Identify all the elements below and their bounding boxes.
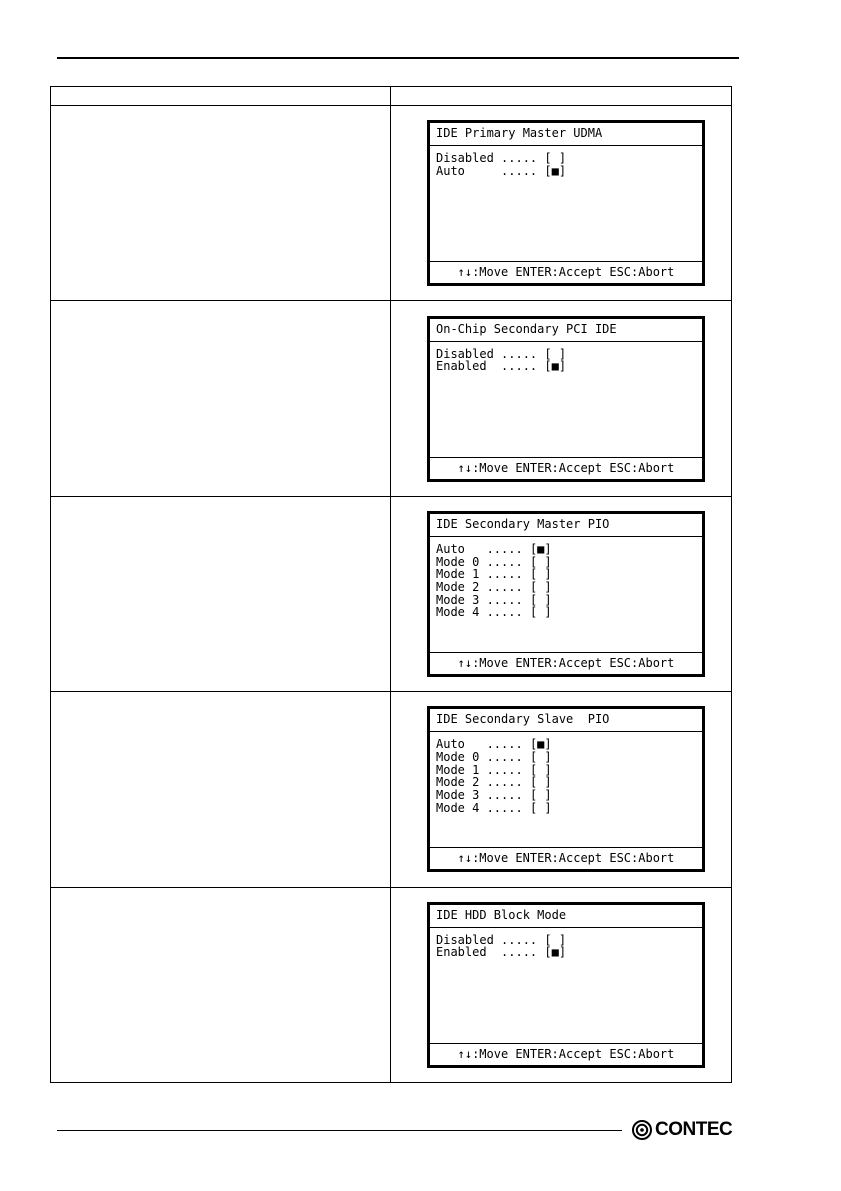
setting-description: [51, 106, 391, 301]
table-row: [51, 496, 732, 691]
dialog-option[interactable]: [436, 946, 566, 959]
table-header-row: [51, 87, 732, 106]
setting-description: [51, 887, 391, 1082]
dialog-option[interactable]: [436, 581, 552, 594]
bios-settings-table: [50, 86, 732, 1083]
option-label: Auto .....: [436, 737, 523, 752]
dialog-help-text: ↑↓:Move ENTER:Accept ESC:Abort: [457, 655, 675, 670]
dialog-help-separator: [430, 457, 702, 458]
option-label: Mode 0 .....: [436, 750, 523, 765]
dialog-option[interactable]: [436, 606, 552, 619]
setting-screen-cell: [391, 106, 732, 301]
option-label: Mode 1 .....: [436, 567, 523, 582]
column-header-screen: [391, 87, 732, 106]
setting-description: [51, 496, 391, 691]
dialog-help-text: ↑↓:Move ENTER:Accept ESC:Abort: [457, 1046, 675, 1061]
option-checkbox[interactable]: [■]: [529, 541, 552, 556]
setting-screen-cell: [391, 692, 732, 887]
option-checkbox[interactable]: [ ]: [544, 151, 567, 166]
table-row: [51, 887, 732, 1082]
dialog-option-list: [436, 152, 566, 177]
option-checkbox[interactable]: [■]: [544, 359, 567, 374]
option-checkbox[interactable]: [ ]: [529, 554, 552, 569]
option-checkbox[interactable]: [ ]: [529, 750, 552, 765]
option-checkbox[interactable]: [■]: [529, 737, 552, 752]
option-checkbox[interactable]: [■]: [544, 945, 567, 960]
option-label: Mode 3 .....: [436, 788, 523, 803]
dialog-option-list: [436, 934, 566, 959]
dialog-title: On-Chip Secondary PCI IDE: [436, 321, 617, 336]
dialog-option[interactable]: [436, 802, 552, 815]
option-checkbox[interactable]: [ ]: [529, 762, 552, 777]
option-label: Disabled .....: [436, 932, 538, 947]
option-label: Enabled .....: [436, 359, 538, 374]
dialog-help-text: ↑↓:Move ENTER:Accept ESC:Abort: [457, 265, 675, 280]
option-label: Mode 4 .....: [436, 605, 523, 620]
option-checkbox[interactable]: [■]: [544, 163, 567, 178]
setting-description: [51, 301, 391, 496]
option-label: Mode 3 .....: [436, 592, 523, 607]
setting-screen-cell: [391, 887, 732, 1082]
dialog-title-separator: [430, 145, 702, 146]
dialog-title-separator: [430, 927, 702, 928]
dialog-option[interactable]: [436, 789, 552, 802]
option-checkbox[interactable]: [ ]: [544, 346, 567, 361]
dialog-help-text: ↑↓:Move ENTER:Accept ESC:Abort: [457, 460, 675, 475]
dialog-help-separator: [430, 1043, 702, 1044]
dialog-title-separator: [430, 731, 702, 732]
contec-logo-icon: [632, 1120, 652, 1140]
dialog-title-separator: [430, 341, 702, 342]
option-label: Mode 4 .....: [436, 800, 523, 815]
option-label: Mode 2 .....: [436, 775, 523, 790]
option-label: Auto .....: [436, 163, 538, 178]
contec-logo-text: CONTEC: [655, 1119, 733, 1140]
dialog-help-separator: [430, 652, 702, 653]
dialog-option-list: [436, 348, 566, 373]
dialog-option[interactable]: [436, 543, 552, 556]
contec-logo: [632, 1118, 732, 1142]
table-row: [51, 692, 732, 887]
dialog-option[interactable]: [436, 751, 552, 764]
bios-option-dialog: [427, 120, 705, 286]
option-label: Mode 2 .....: [436, 580, 523, 595]
dialog-option[interactable]: [436, 165, 566, 178]
setting-screen-cell: [391, 496, 732, 691]
dialog-help-separator: [430, 847, 702, 848]
option-checkbox[interactable]: [ ]: [529, 567, 552, 582]
bios-option-dialog: [427, 706, 705, 872]
bios-option-dialog: [427, 511, 705, 677]
dialog-option-list: [436, 738, 552, 814]
option-label: Auto .....: [436, 541, 523, 556]
dialog-title-separator: [430, 536, 702, 537]
dialog-title: IDE Secondary Master PIO: [436, 516, 610, 531]
header-rule: [57, 57, 739, 59]
option-checkbox[interactable]: [ ]: [529, 788, 552, 803]
column-header-description: [51, 87, 391, 106]
dialog-help-text: ↑↓:Move ENTER:Accept ESC:Abort: [457, 851, 675, 866]
option-checkbox[interactable]: [ ]: [529, 592, 552, 607]
option-checkbox[interactable]: [ ]: [529, 775, 552, 790]
option-label: Enabled .....: [436, 945, 538, 960]
dialog-option-list: [436, 543, 552, 619]
option-checkbox[interactable]: [ ]: [529, 580, 552, 595]
bios-option-dialog: [427, 902, 705, 1068]
option-checkbox[interactable]: [ ]: [529, 605, 552, 620]
table-row: [51, 106, 732, 301]
setting-description: [51, 692, 391, 887]
dialog-title: IDE Secondary Slave PIO: [436, 712, 610, 727]
dialog-option[interactable]: [436, 152, 566, 165]
option-label: Mode 0 .....: [436, 554, 523, 569]
dialog-title: IDE Primary Master UDMA: [436, 126, 603, 141]
footer-rule: [57, 1130, 622, 1131]
option-label: Disabled .....: [436, 346, 538, 361]
setting-screen-cell: [391, 301, 732, 496]
option-checkbox[interactable]: [ ]: [544, 932, 567, 947]
bios-option-dialog: [427, 316, 705, 482]
option-checkbox[interactable]: [ ]: [529, 800, 552, 815]
dialog-title: IDE HDD Block Mode: [436, 907, 567, 922]
table-row: [51, 301, 732, 496]
option-label: Disabled .....: [436, 151, 538, 166]
dialog-option[interactable]: [436, 360, 566, 373]
dialog-help-separator: [430, 261, 702, 262]
option-label: Mode 1 .....: [436, 762, 523, 777]
